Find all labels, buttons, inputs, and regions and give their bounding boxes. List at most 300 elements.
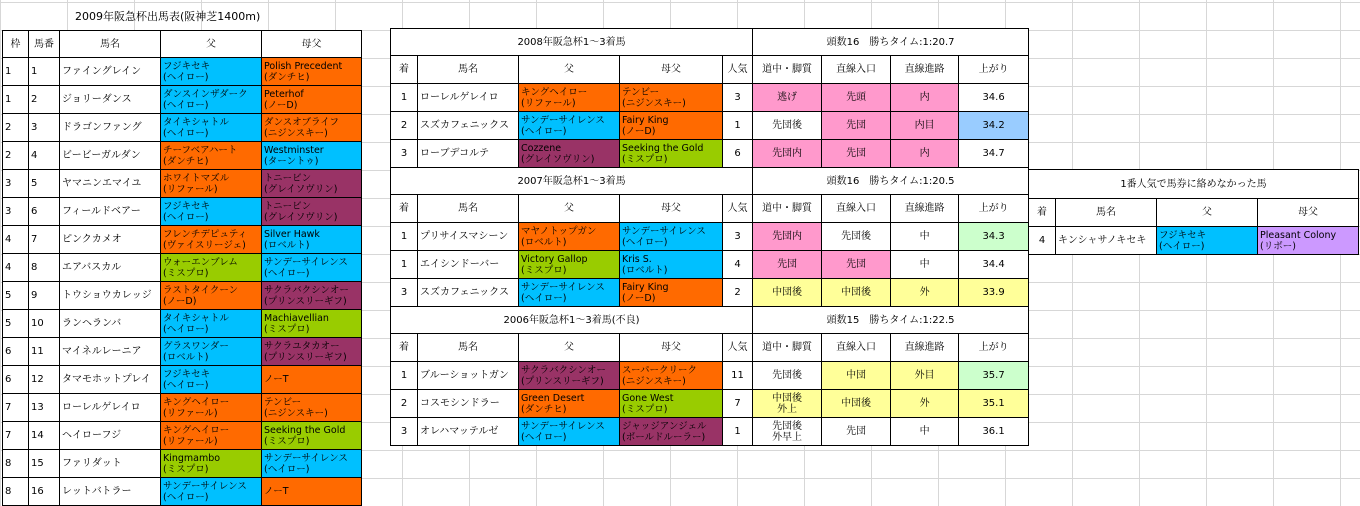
sire-cell (161, 254, 262, 282)
last-3f-cell: 33.9 (959, 279, 1029, 307)
stretch-entry-cell: 中団 (822, 362, 891, 390)
results-header-cell: 人気 (723, 334, 753, 362)
stretch-entry-cell: 先団 (822, 251, 891, 279)
results-header-row (391, 195, 1029, 223)
entries-header-cell: 馬名 (60, 31, 161, 58)
stretch-entry-cell: 先団 (822, 112, 891, 140)
sire-cell (161, 422, 262, 450)
sire-cell (1157, 227, 1258, 255)
entry-row (3, 282, 362, 310)
entry-row (3, 422, 362, 450)
sire-cell-line: Green Desert (521, 392, 585, 404)
rank-cell: 1 (391, 84, 418, 112)
sire-cell-line: サクラバクシンオー (521, 364, 606, 376)
sire-cell-line: サンデーサイレンス (163, 480, 247, 492)
sire-cell-line: (ミスプロ) (521, 264, 567, 276)
dam-sire-cell-line: (ノーD) (264, 99, 298, 111)
results-header-cell: 人気 (723, 195, 753, 223)
results-header-cell: 直線進路 (891, 334, 959, 362)
dam-sire-cell-line: (グレイソヴリン) (264, 211, 338, 223)
dam-sire-cell-line: サンデーサイレンス (622, 225, 706, 237)
dam-sire-cell (262, 450, 362, 478)
waku-cell: 3 (3, 170, 29, 198)
waku-cell: 8 (3, 450, 29, 478)
dam-sire-cell-line: (ニジンスキー) (622, 375, 686, 387)
umaban-cell: 15 (29, 450, 60, 478)
dam-sire-cell-line: (ボールドルーラー) (622, 431, 706, 443)
horse-name-cell: ローレルゲレイロ (418, 84, 519, 112)
running-style-cell (753, 251, 822, 279)
sire-cell-line: フレンチデピュティ (163, 228, 248, 240)
running-style-cell-line: 先団後 (772, 420, 803, 432)
running-style-cell (753, 418, 822, 446)
sire-cell (519, 362, 620, 390)
sire-cell (519, 251, 620, 279)
dam-sire-cell (620, 84, 723, 112)
race-title: 2007年阪急杯1～3着馬 (391, 168, 753, 195)
last-3f-cell: 35.7 (959, 362, 1029, 390)
entries-title: 2009年阪急杯出馬表(阪神芝1400m) (75, 10, 261, 23)
entries-header-cell: 母父 (262, 31, 362, 58)
dam-sire-cell-line: Machiavellian (264, 312, 329, 324)
dam-sire-cell-line: テンビー (264, 396, 302, 408)
results-header-cell: 母父 (620, 334, 723, 362)
dam-sire-cell (620, 279, 723, 307)
rank-cell: 4 (1029, 227, 1056, 255)
popularity-cell: 2 (723, 279, 753, 307)
horse-name-cell: ローブデコルテ (418, 140, 519, 168)
sire-cell-line: (プリンスリーギフ) (521, 375, 604, 387)
horse-name-cell: ヤマニンエマイユ (60, 170, 161, 198)
stretch-entry-cell: 先団後 (822, 223, 891, 251)
entries-header-cell: 枠 (3, 31, 29, 58)
rank-cell: 1 (391, 251, 418, 279)
dam-sire-cell-line: (ノーD) (622, 292, 656, 304)
last-3f-cell: 34.6 (959, 84, 1029, 112)
sire-cell-line: (ヘイロー) (163, 323, 209, 335)
sire-cell (161, 142, 262, 170)
sire-cell-line: (ヴァイスリージェ) (163, 239, 246, 251)
dam-sire-cell (262, 310, 362, 338)
horse-name-cell: フィールドベアー (60, 198, 161, 226)
sire-cell-line: マヤノトップガン (521, 225, 597, 237)
dam-sire-cell-line: トニービン (264, 172, 312, 184)
unplaced-header-cell: 父 (1157, 199, 1258, 227)
sire-cell-line: (ヘイロー) (1159, 240, 1205, 252)
dam-sire-cell-line: (ノーD) (622, 125, 656, 137)
dam-sire-cell-line: Seeking the Gold (264, 424, 346, 436)
sire-cell (161, 478, 262, 506)
sire-cell (519, 223, 620, 251)
dam-sire-cell (262, 58, 362, 86)
running-style-cell-line: 外早上 (772, 431, 803, 443)
results-header-cell: 父 (519, 56, 620, 84)
dam-sire-cell-line: サンデーサイレンス (264, 452, 348, 464)
running-style-cell (753, 140, 822, 168)
sire-cell-line: (リファール) (163, 435, 218, 447)
horse-name-cell: ランヘランバ (60, 310, 161, 338)
umaban-cell: 4 (29, 142, 60, 170)
sire-cell (519, 390, 620, 418)
race-title: 2008年阪急杯1～3着馬 (391, 29, 753, 56)
popularity-cell: 4 (723, 251, 753, 279)
sire-cell-line: サンデーサイレンス (521, 281, 605, 293)
waku-cell: 3 (3, 198, 29, 226)
dam-sire-cell-line: (プリンスリーギフ) (264, 295, 347, 307)
sire-cell-line: (ダンチヒ) (163, 155, 209, 167)
sire-cell (161, 310, 262, 338)
running-style-cell-line: 先団内 (772, 148, 803, 159)
sire-cell-line: (ミスプロ) (163, 463, 209, 475)
waku-cell: 2 (3, 142, 29, 170)
dam-sire-cell (262, 226, 362, 254)
popularity-cell: 11 (723, 362, 753, 390)
umaban-cell: 7 (29, 226, 60, 254)
horse-name-cell: オレハマッテルゼ (418, 418, 519, 446)
horse-name-cell: ブルーショットガン (418, 362, 519, 390)
sire-cell-line: フジキセキ (163, 368, 211, 380)
popularity-cell: 1 (723, 418, 753, 446)
unplaced-header-cell: 母父 (1258, 199, 1359, 227)
waku-cell: 6 (3, 366, 29, 394)
results-header-cell: 直線進路 (891, 56, 959, 84)
results-header-cell: 直線入口 (822, 195, 891, 223)
sire-cell (161, 450, 262, 478)
dam-sire-cell-line: ノーT (264, 374, 289, 385)
horse-name-cell: ファリダット (60, 450, 161, 478)
running-style-cell (753, 362, 822, 390)
dam-sire-cell-line: (グレイソヴリン) (264, 183, 338, 195)
entry-row (3, 198, 362, 226)
sire-cell-line: (リファール) (163, 407, 218, 419)
results-header-cell: 上がり (959, 334, 1029, 362)
entries-header-cell: 父 (161, 31, 262, 58)
sire-cell (519, 112, 620, 140)
result-row (391, 140, 1029, 168)
result-row (391, 84, 1029, 112)
result-row (391, 251, 1029, 279)
dam-sire-cell (262, 142, 362, 170)
horse-name-cell: エアバスカル (60, 254, 161, 282)
dam-sire-cell-line: (ミスプロ) (264, 323, 310, 335)
sire-cell (519, 140, 620, 168)
sire-cell (161, 114, 262, 142)
sire-cell-line: ホワイトマズル (163, 172, 230, 184)
result-row (391, 223, 1029, 251)
sire-cell (161, 226, 262, 254)
results-header-row (391, 56, 1029, 84)
sire-cell (161, 366, 262, 394)
horse-name-cell: スズカフェニックス (418, 112, 519, 140)
sire-cell-line: (ヘイロー) (163, 127, 209, 139)
dam-sire-cell-line: テンビー (622, 86, 660, 98)
dam-sire-cell (262, 394, 362, 422)
dam-sire-cell (620, 223, 723, 251)
stretch-entry-cell: 先団 (822, 418, 891, 446)
last-3f-cell: 34.4 (959, 251, 1029, 279)
umaban-cell: 8 (29, 254, 60, 282)
sire-cell (161, 198, 262, 226)
results-header-cell: 直線入口 (822, 56, 891, 84)
running-style-cell-line: 先団 (777, 259, 798, 270)
rank-cell: 2 (391, 112, 418, 140)
running-style-cell-line: 外上 (777, 403, 798, 415)
popularity-cell: 6 (723, 140, 753, 168)
running-style-cell-line: 中団後 (772, 287, 803, 298)
dam-sire-cell-line: スーパークリーク (622, 364, 698, 376)
dam-sire-cell-line: (ニジンスキー) (264, 127, 328, 139)
dam-sire-cell-line: Fairy King (622, 114, 669, 126)
rank-cell: 3 (391, 279, 418, 307)
race-title-row (391, 29, 1029, 56)
sire-cell-line: フジキセキ (1159, 229, 1207, 241)
sire-cell-line: Victory Gallop (521, 253, 588, 265)
dam-sire-cell-line: Polish Precedent (264, 60, 343, 72)
umaban-cell: 13 (29, 394, 60, 422)
unplaced-header-cell: 着 (1029, 199, 1056, 227)
dam-sire-cell-line: サンデーサイレンス (264, 256, 348, 268)
sire-cell-line: (リファール) (521, 97, 576, 109)
dam-sire-cell-line: (ロベルト) (622, 264, 668, 276)
entry-row (3, 450, 362, 478)
horse-name-cell: スズカフェニックス (418, 279, 519, 307)
sire-cell-line: キングヘイロー (163, 396, 230, 408)
race-info: 頭数15 勝ちタイム:1:22.5 (753, 307, 1029, 334)
sire-cell-line: (ロベルト) (163, 351, 209, 363)
sire-cell-line: (ヘイロー) (521, 125, 567, 137)
rank-cell: 1 (391, 362, 418, 390)
waku-cell: 6 (3, 338, 29, 366)
dam-sire-cell-line: ノーT (264, 486, 289, 497)
umaban-cell: 11 (29, 338, 60, 366)
entry-row (3, 338, 362, 366)
results-header-cell: 母父 (620, 195, 723, 223)
race-title-row (391, 168, 1029, 195)
entry-row (3, 142, 362, 170)
horse-name-cell: ローレルゲレイロ (60, 394, 161, 422)
last-3f-cell: 36.1 (959, 418, 1029, 446)
dam-sire-cell (620, 140, 723, 168)
dam-sire-cell-line: Seeking the Gold (622, 142, 704, 154)
stretch-entry-cell: 中団後 (822, 390, 891, 418)
stretch-course-cell: 外目 (891, 362, 959, 390)
dam-sire-cell-line: トニービン (264, 200, 312, 212)
sire-cell (161, 338, 262, 366)
stretch-entry-cell: 先頭 (822, 84, 891, 112)
dam-sire-cell-line: サクラユタカオー (264, 340, 340, 352)
dam-sire-cell-line: (リボー) (1260, 240, 1296, 252)
dam-sire-cell-line: Kris S. (622, 253, 652, 265)
result-row (391, 418, 1029, 446)
sire-cell-line: (ダンチヒ) (521, 403, 567, 415)
unplaced-title-row (1029, 170, 1359, 199)
sire-cell-line: タイキシャトル (163, 312, 230, 324)
sire-cell-line: (ヘイロー) (521, 292, 567, 304)
dam-sire-cell-line: Silver Hawk (264, 228, 320, 240)
sire-cell-line: チーフベアハート (163, 144, 238, 156)
results-header-cell: 着 (391, 195, 418, 223)
results-header-row (391, 334, 1029, 362)
sire-cell-line: (ヘイロー) (521, 431, 567, 443)
sire-cell-line: Kingmambo (163, 452, 221, 464)
popularity-cell: 1 (723, 112, 753, 140)
sire-cell (161, 58, 262, 86)
results-header-cell: 馬名 (418, 334, 519, 362)
umaban-cell: 16 (29, 478, 60, 506)
umaban-cell: 1 (29, 58, 60, 86)
umaban-cell: 12 (29, 366, 60, 394)
dam-sire-cell (262, 478, 362, 506)
umaban-cell: 3 (29, 114, 60, 142)
stretch-course-cell: 内 (891, 140, 959, 168)
waku-cell: 1 (3, 58, 29, 86)
dam-sire-cell (620, 251, 723, 279)
entries-header-row (3, 31, 362, 58)
unplaced-header-row (1029, 199, 1359, 227)
sire-cell-line: キングヘイロー (521, 86, 588, 98)
entry-row (3, 478, 362, 506)
entry-row (3, 254, 362, 282)
last-3f-cell: 35.1 (959, 390, 1029, 418)
horse-name-cell: トウショウカレッジ (60, 282, 161, 310)
unplaced-header-cell: 馬名 (1056, 199, 1157, 227)
waku-cell: 2 (3, 114, 29, 142)
dam-sire-cell-line: (ヘイロー) (264, 463, 310, 475)
entry-row (3, 86, 362, 114)
dam-sire-cell (262, 170, 362, 198)
umaban-cell: 14 (29, 422, 60, 450)
dam-sire-cell (620, 112, 723, 140)
dam-sire-cell-line: Gone West (622, 392, 674, 404)
waku-cell: 5 (3, 282, 29, 310)
last-3f-cell: 34.7 (959, 140, 1029, 168)
sire-cell-line: サンデーサイレンス (521, 420, 605, 432)
sire-cell-line: グラスワンダー (163, 340, 229, 352)
stretch-entry-cell: 中団後 (822, 279, 891, 307)
rank-cell: 1 (391, 223, 418, 251)
dam-sire-cell-line: (ターントゥ) (264, 155, 319, 167)
rank-cell: 3 (391, 140, 418, 168)
entries-table (2, 30, 362, 506)
waku-cell: 5 (3, 310, 29, 338)
race-title: 2006年阪急杯1～3着馬(不良) (391, 307, 753, 334)
dam-sire-cell-line: (ヘイロー) (622, 236, 668, 248)
running-style-cell (753, 390, 822, 418)
dam-sire-cell-line: Peterhof (264, 88, 304, 100)
dam-sire-cell-line: (ダンチヒ) (264, 71, 310, 83)
results-header-cell: 父 (519, 195, 620, 223)
dam-sire-cell (262, 254, 362, 282)
sire-cell (519, 84, 620, 112)
results-header-cell: 上がり (959, 195, 1029, 223)
sire-cell-line: (ミスプロ) (163, 267, 209, 279)
entry-row (3, 394, 362, 422)
results-header-cell: 父 (519, 334, 620, 362)
entry-row (3, 366, 362, 394)
sire-cell-line: フジキセキ (163, 200, 211, 212)
entries-header-cell: 馬番 (29, 31, 60, 58)
results-header-cell: 直線入口 (822, 334, 891, 362)
dam-sire-cell (262, 422, 362, 450)
running-style-cell (753, 112, 822, 140)
horse-name-cell: ピンクカメオ (60, 226, 161, 254)
race-info: 頭数16 勝ちタイム:1:20.5 (753, 168, 1029, 195)
waku-cell: 1 (3, 86, 29, 114)
result-row (391, 112, 1029, 140)
dam-sire-cell (262, 114, 362, 142)
dam-sire-cell-line: Fairy King (622, 281, 669, 293)
horse-name-cell: レットバトラー (60, 478, 161, 506)
dam-sire-cell-line: ジャッジアンジェル (622, 420, 707, 432)
dam-sire-cell-line: (ミスプロ) (622, 403, 668, 415)
sire-cell-line: (ノーD) (163, 295, 197, 307)
sire-cell-line: (ヘイロー) (163, 99, 209, 111)
results-header-cell: 母父 (620, 56, 723, 84)
race-info: 頭数16 勝ちタイム:1:20.7 (753, 29, 1029, 56)
umaban-cell: 10 (29, 310, 60, 338)
sire-cell (161, 86, 262, 114)
last-3f-cell: 34.2 (959, 112, 1029, 140)
race-title-row (391, 307, 1029, 334)
dam-sire-cell-line: (ミスプロ) (264, 435, 310, 447)
sire-cell-line: Cozzene (521, 142, 562, 154)
dam-sire-cell-line: (プリンスリーギフ) (264, 351, 347, 363)
horse-name-cell: コスモシンドラー (418, 390, 519, 418)
results-table (390, 28, 1029, 446)
sire-cell (519, 418, 620, 446)
entry-row (3, 114, 362, 142)
running-style-cell-line: 先団後 (772, 370, 803, 381)
sire-cell-line: (ヘイロー) (163, 211, 209, 223)
results-header-cell: 馬名 (418, 195, 519, 223)
dam-sire-cell (262, 282, 362, 310)
popularity-cell: 3 (723, 84, 753, 112)
sire-cell-line: キングヘイロー (163, 424, 230, 436)
waku-cell: 7 (3, 422, 29, 450)
umaban-cell: 5 (29, 170, 60, 198)
dam-sire-cell (620, 390, 723, 418)
horse-name-cell: ドラゴンファング (60, 114, 161, 142)
sire-cell-line: (リファール) (163, 183, 218, 195)
horse-name-cell: ジョリーダンス (60, 86, 161, 114)
stretch-course-cell: 中 (891, 251, 959, 279)
horse-name-cell: マイネルレーニア (60, 338, 161, 366)
running-style-cell (753, 84, 822, 112)
sire-cell (519, 279, 620, 307)
waku-cell: 4 (3, 226, 29, 254)
results-header-cell: 道中・脚質 (753, 334, 822, 362)
results-header-cell: 馬名 (418, 56, 519, 84)
stretch-course-cell: 中 (891, 223, 959, 251)
dam-sire-cell (262, 338, 362, 366)
dam-sire-cell-line: Westminster (264, 144, 324, 156)
results-header-cell: 道中・脚質 (753, 56, 822, 84)
result-row (391, 390, 1029, 418)
waku-cell: 8 (3, 478, 29, 506)
sire-cell (161, 394, 262, 422)
stretch-course-cell: 内 (891, 84, 959, 112)
stretch-entry-cell: 先団 (822, 140, 891, 168)
waku-cell: 4 (3, 254, 29, 282)
umaban-cell: 2 (29, 86, 60, 114)
dam-sire-cell-line: Pleasant Colony (1260, 229, 1337, 241)
sire-cell (161, 170, 262, 198)
unplaced-title: 1番人気で馬券に絡めなかった馬 (1029, 170, 1359, 199)
umaban-cell: 9 (29, 282, 60, 310)
dam-sire-cell-line: (ニジンスキー) (264, 407, 328, 419)
dam-sire-cell (262, 198, 362, 226)
sire-cell-line: タイキシャトル (163, 116, 230, 128)
